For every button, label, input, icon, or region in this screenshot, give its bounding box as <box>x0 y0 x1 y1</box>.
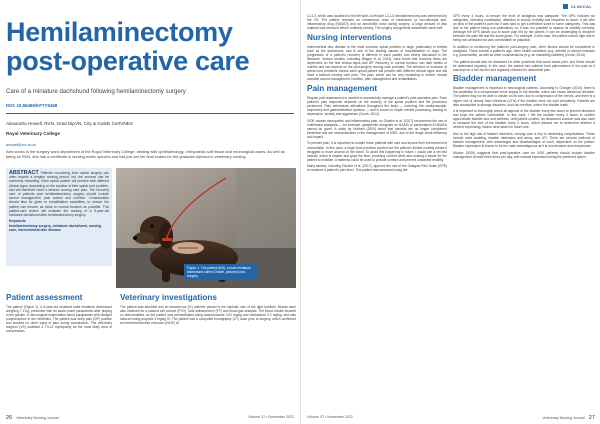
paragraph: Due to the high risk of bladder disorders, nursing care is key to minimising complications. These include urine scalding, bladder distension and atony, and UTI. There are several methods of bladder management, with advantages and disadvantages of each, dependent on the patient. Bladder expression is known to be the main advantageous as it is non-invasive and inexpensive. <box>453 132 595 149</box>
keywords-heading: Keywords <box>9 219 26 224</box>
paragraph: GPS every 4 hours, to ensure the level of analgesia was adequate. The GPS includes six categories, including vocalisation, attention to wound, mobility and response to touch. It did offer an idea of the patient's pain but it was hard to get a definitive score in some categories. This was due to the patient being non-ambulatory, so it was not possible to assess its mobility correctly. Although the GPS allows you to score pain felt by the patient, it can be challenging to decipher between the pain felt and the score given. For example, in this case, the patient scored high due to being non-ambulant but was comfortable on palpation. <box>453 14 595 43</box>
left-column-1 <box>6 292 112 336</box>
paragraph: L2–L3, which was localised to the left side. A left-side L2–L3 hemilaminectomy was performed by the VS. The patient received an intravenous dose of meloxicam (a non-steroidal anti-inflammatory drug (NSAID)) and an amoxicillin dose during surgery. A large amount of disc material was removed before routinely closing. The surgery and general anaesthetic went well. <box>307 14 447 31</box>
abstract-heading: ABSTRACT <box>9 170 39 176</box>
right-page <box>300 0 600 424</box>
right-column-2 <box>453 14 595 162</box>
keywords-list: hemilaminectomy surgery, miniature dachshund, nursing care, intervertebral disc disease <box>9 223 102 232</box>
author-institution: Royal Veterinary College <box>6 131 60 136</box>
article-title: Hemilaminectomy post-operative care <box>6 17 250 76</box>
abstract-text <box>9 171 109 217</box>
heading-veterinary-investigations: Veterinary investigations <box>120 293 217 302</box>
journal-name: Veterinary Nursing Journal <box>16 416 59 420</box>
heading-nursing-interventions: Nursing interventions <box>307 32 392 42</box>
right-column-1 <box>307 14 447 175</box>
tag-square-icon <box>563 4 568 9</box>
paragraph: Bladder management is important in neurological patients. According to Granger (2010), there is the possibility of a compressed nerve supply to the bladder, which can cause abnormal urination. The patient may not be able to urinate on its own, due to compression of the nerves, and there is a higher risk of urinary tract infections (UTIs) if the bladder does not void completely. Patients are also susceptible to storage disorders, such as overflow, where the bladder leaks. <box>453 86 595 107</box>
page-number: 27 <box>588 415 595 421</box>
abstract-body: Patients recovering from spinal surgery can often require a lengthy nursing period, but the process can be extremely rewarding. Each spinal patient will present with different clinical signs, depending on the location of their spinal cord problem, and will therefore need a tailored nursing care plan. The recovery care of patients post hemilaminectomy surgery should include wound management, pain control and nutrition. Consideration should also be given to rehabilitation modalities, to ensure the patient can recover as close to normal function as possible. This patient-care review will evaluate the nursing of a 5-year-old miniature dachshund after hemilaminectomy surgery. <box>9 171 109 218</box>
page-number: 26 <box>6 415 13 421</box>
paragraph: To prevent pain, it is important to handle these patients with care and ensure their environment is comfortable. In this case, a large bowl provided comfort but the patient's limited mobility meant it struggled to move around on the duvet. To avoid this happening in future, I would use a vet bed instead, which is smaller and grips the floor, providing comfort while also making it easier for the patient to mobilise. A mattress could be used to provide comfort and prevent unwanted mobility. <box>307 141 447 162</box>
journal-name: Veterinary Nursing Journal <box>542 416 585 420</box>
paragraph: It is important to thoroughly check all aspects of the bladder every few hours to prevent disorders and keep the patient comfortable. In this case, I felt the bladder every 4 hours to confirm approximate bladder size and softness, until patient comfort. An ultrasound scanner was also used to measure the size of the bladder every 4 hours, which allowed me to determine whether it needed expressing. Nodes were taken for future use. <box>453 109 595 130</box>
paragraph: The patient (Figure 1), a 5-year-old neutered male miniature dachshund weighing 7.2 kg, presented with an acute-onset paraparesis after playing in the garden. A neurological examination found paraparesis with delayed proprioception in the hindlimbs. The patient was deep pain (DP) positive and showed no other signs of pain during examination. The veterinary surgeon (VS) localised a T3-L3 myelopathy as the most likely area of compression. <box>6 305 112 334</box>
paragraph: The patient should also be assessed for other problems that could cause pain, and these should be addressed regularly. In this case, the patient had suffered from pain/reaction in the past so it was kept on a low-fat diet and regularly checked for abdominal pain. <box>453 59 595 72</box>
paragraph: IVDE causes neuropathic and inflammatory pain, so Giudice et al. (2017) recommend the use of multimodal analgesia — for example, gabapentin alongside an NSAID or paracetamol if NSAIDs cannot be given. A study by Hurlbert (2000) found that steroids are no longer considered beneficial and are contraindicated in the management of IVDE, due to the drugs' weak efficiency and impact. <box>307 118 447 139</box>
right-page-footer <box>307 415 595 421</box>
paragraph: The patient was admitted and an intravenous (IV) catheter placed in the cephalic vein of the right forelimb. Bloods were also obtained for a packed cell volume (PCV), total solids/protein (TP) and blood gas analysis. The blood results showed no abnormalities, so the patient was premedicated using acepromazine 0.02 mg/kg and methadone 0.2 mg/kg, and was induced using propofol 4 mg/kg IV. The patient had a computed tomography (CT) scan prior to surgery, which confirmed an intervertebral disc extrusion (IVDE) at <box>120 305 296 326</box>
paragraph: Intervertebral disc disease is the most common spinal problem in dogs, particularly in breeds such as the dachshund, and is one of the leading causes of hospitalisation in dogs. The progression of a patient's recovery is different in each patient and widely discussed in the literature. Various studies, including (Bagon et al, 2014), have found that recovery times are dependent on the first clinical signs and DP. Recovery to normal function can take weeks to months and can depend on the post-surgery nursing care provided. The selection or inclusion of spinal cord problems means each spinal patient will present with different clinical signs and will need a tailored nursing care plan. The plan, which can be very rewarding to deliver, should consider wound management, nutrition, pain management and rehabilitation. <box>307 44 447 82</box>
left-page-footer <box>6 415 294 421</box>
section-tag <box>563 4 592 9</box>
author-bio: Alex works in the surgery ward department of the Royal Veterinary College, dealing with ophthalmology, orthopaedic soft tissue and neurological cases. As well as being an RVN, she has a certificate in nursing exotic species and has just set her final exams for the graduate diploma in veterinary nursing. <box>6 149 285 159</box>
figure-caption: Figure 1. The patient (left), a male miniature dachshund called Charlie, pictured post-surgery <box>184 264 258 280</box>
section-tag-label: CLINICAL <box>570 4 592 9</box>
author-email[interactable]: ahowell@rvc.ac.uk <box>6 143 37 147</box>
heading-pain-management: Pain management <box>307 83 378 93</box>
author-name: Alexandra Howell, RVN, Grad DipVN, City & Guilds CertVNES <box>6 121 133 126</box>
paragraph: Nikolaz (2000) suggests that post-operative care for IVDE patients should include bladder management at least three times per day, with manual expression being the preferred option. <box>453 150 595 159</box>
abstract-box <box>6 168 112 266</box>
article-subtitle: Care of a miniature dachshund following hemilaminectomy surgery <box>6 88 186 95</box>
left-column-2 <box>120 292 296 328</box>
issue-info: Volume 37 • November 2022 <box>307 415 353 419</box>
heading-bladder-management: Bladder management <box>453 74 537 84</box>
issue-info: Volume 37 • November 2022 <box>248 415 294 419</box>
title-divider <box>6 113 294 114</box>
paragraph: In addition to monitoring the patient's post-surgery pain, other factors should be considered in analgesia. These include a patient's age, other health conditions (e.g. arthritis or chronic illnesses e.g. pancreatitis), as well as other considerations (e.g. an indwelling catheter) (Crook, 2014). <box>453 44 595 58</box>
doi[interactable]: DOI: 10.56496/KFTY5458 <box>6 103 58 108</box>
paragraph: Many studies, including Giudice et al. (2017), approve the use of the Glasgow Pain Scale (GPS) to measure a patient's pain level. This patient was assessed using the <box>307 164 447 173</box>
heading-patient-assessment: Patient assessment <box>6 293 83 302</box>
paragraph: Regular pain assessment is needed to successfully manage a patient's post-operative pain. Each patient's pain response depends on the severity of the spinal problem and the procedure performed. Pain determines alterations throughout the body — including the cardiovascular, respiratory and gastrointestinal systems — and is known to impair mental processing, leading to depression, anxiety and aggression (Crook, 2014). <box>307 95 447 116</box>
